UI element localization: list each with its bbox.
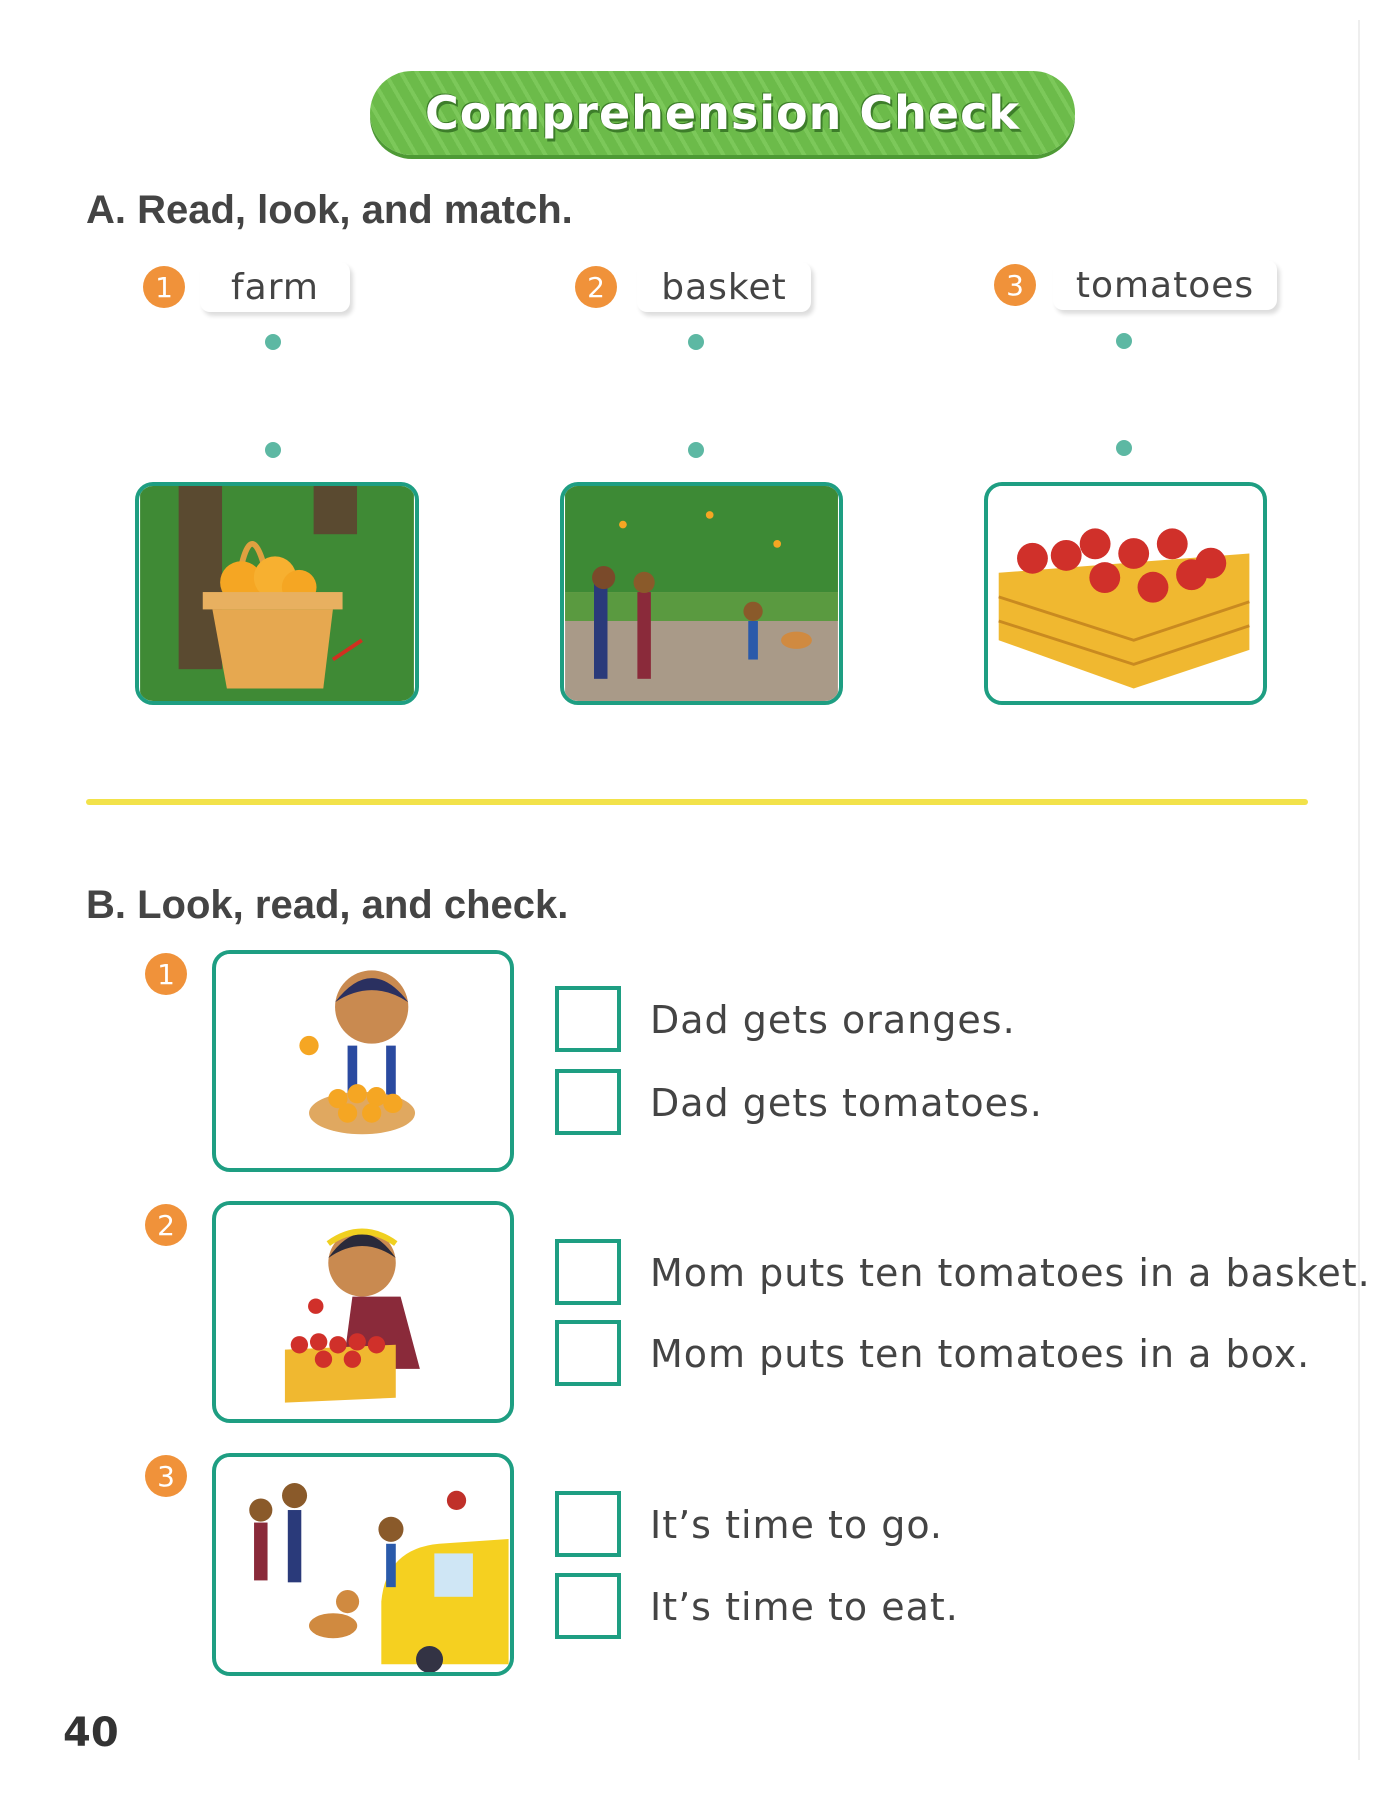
word-number-3: 3 <box>994 264 1036 306</box>
checkbox-2a[interactable] <box>555 1239 621 1305</box>
section-divider <box>86 799 1308 805</box>
page-title: Comprehension Check <box>425 86 1020 140</box>
family-at-orange-farm-picture <box>560 482 843 705</box>
match-dot-picture-1[interactable] <box>265 442 281 458</box>
checkbox-1a[interactable] <box>555 986 621 1052</box>
checkbox-3b[interactable] <box>555 1573 621 1639</box>
mom-with-tomato-box-picture <box>212 1201 514 1423</box>
option-1b: Dad gets tomatoes. <box>650 1081 1043 1125</box>
item-number-1: 1 <box>145 953 187 995</box>
match-dot-word-3[interactable] <box>1116 333 1132 349</box>
word-basket: basket <box>637 262 811 312</box>
match-dot-picture-2[interactable] <box>688 442 704 458</box>
option-2b: Mom puts ten tomatoes in a box. <box>650 1332 1311 1376</box>
family-going-to-car-picture <box>212 1453 514 1676</box>
checkbox-3a[interactable] <box>555 1491 621 1557</box>
basket-of-oranges-picture <box>135 482 419 705</box>
option-1a: Dad gets oranges. <box>650 998 1016 1042</box>
section-b-heading: B. Look, read, and check. <box>86 883 569 927</box>
word-tomatoes: tomatoes <box>1053 260 1277 310</box>
checkbox-2b[interactable] <box>555 1320 621 1386</box>
match-dot-word-2[interactable] <box>688 334 704 350</box>
option-3b: It’s time to eat. <box>650 1585 959 1629</box>
page-number: 40 <box>63 1710 119 1756</box>
option-2a: Mom puts ten tomatoes in a basket. <box>650 1251 1371 1295</box>
word-number-2: 2 <box>575 266 617 308</box>
match-dot-word-1[interactable] <box>265 334 281 350</box>
item-number-2: 2 <box>145 1204 187 1246</box>
checkbox-1b[interactable] <box>555 1069 621 1135</box>
match-dot-picture-3[interactable] <box>1116 440 1132 456</box>
item-number-3: 3 <box>145 1455 187 1497</box>
section-a-heading: A. Read, look, and match. <box>86 188 573 232</box>
title-banner <box>370 71 1075 155</box>
word-number-1: 1 <box>143 266 185 308</box>
option-3a: It’s time to go. <box>650 1503 944 1547</box>
box-of-tomatoes-picture <box>984 482 1267 705</box>
page-edge <box>1358 20 1360 1760</box>
word-farm: farm <box>200 262 350 312</box>
dad-with-oranges-picture <box>212 950 514 1172</box>
